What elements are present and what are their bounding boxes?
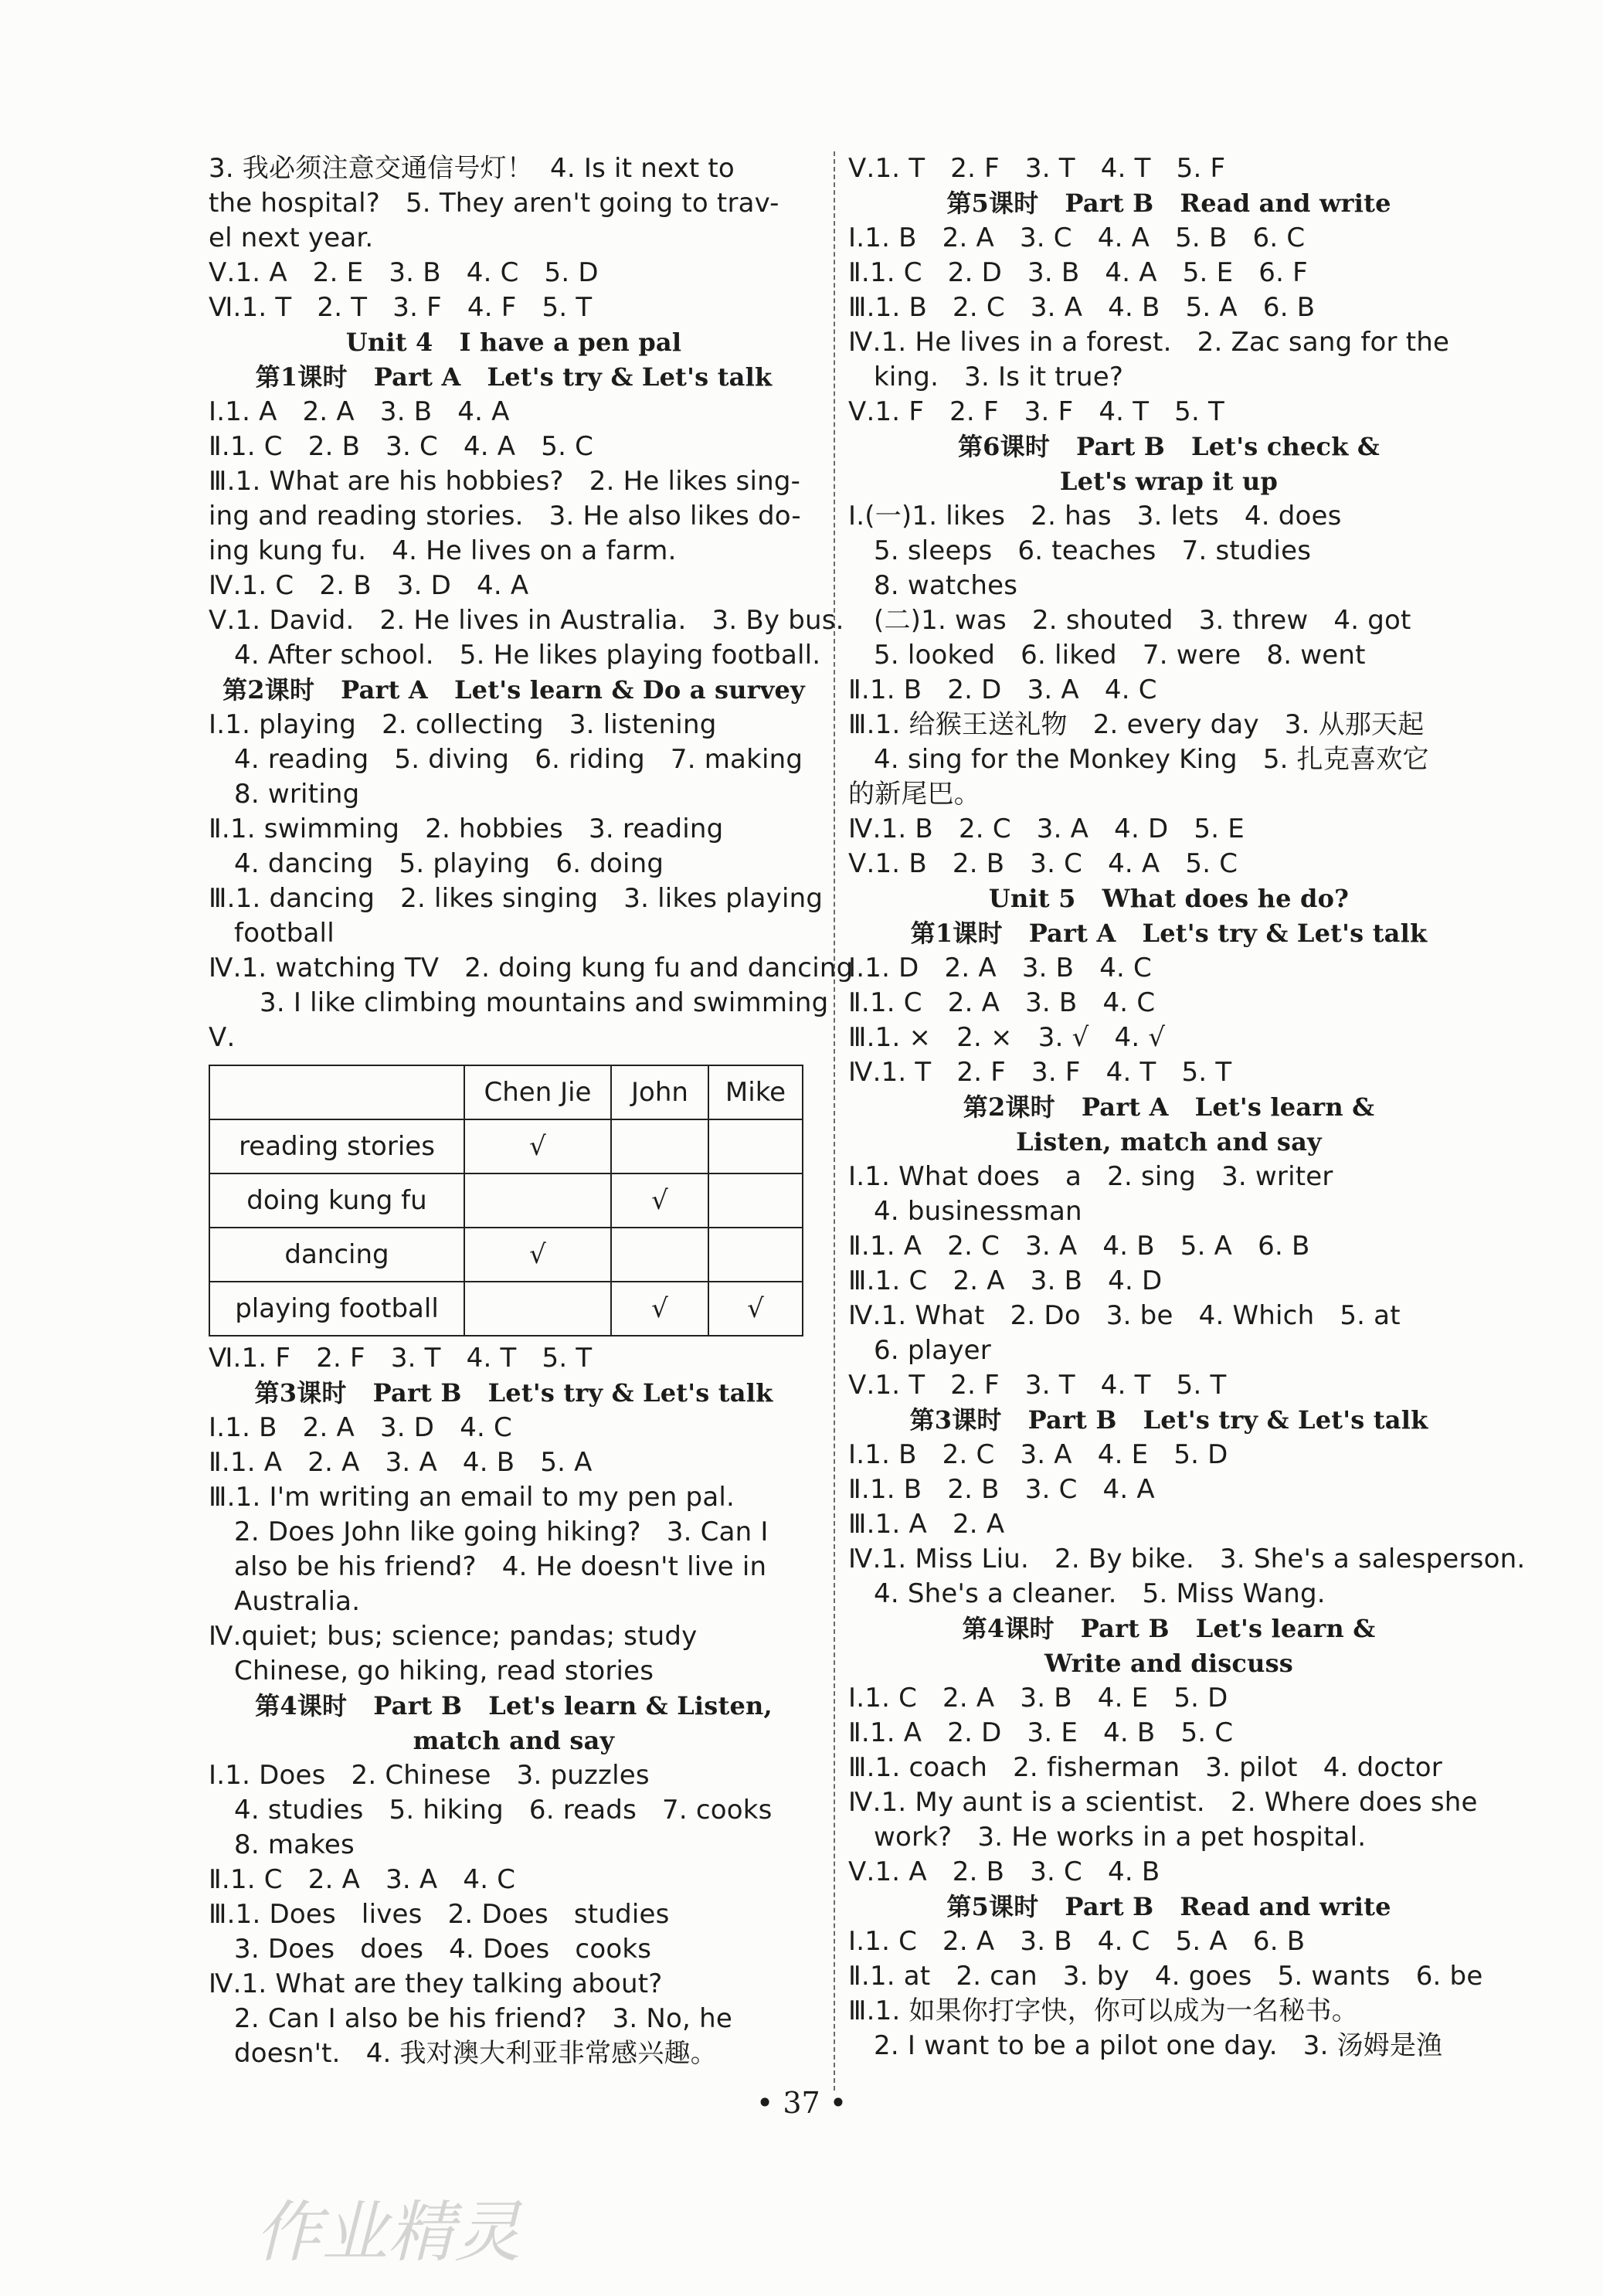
answer-line: Ⅴ.1. A 2. E 3. B 4. C 5. D	[209, 257, 599, 288]
table-row-label: doing kung fu	[209, 1173, 464, 1228]
answer-line: work? 3. He works in a pet hospital.	[848, 1822, 1367, 1853]
answer-line: Ⅱ.1. A 2. C 3. A 4. B 5. A 6. B	[848, 1231, 1310, 1262]
answer-line: 4. reading 5. diving 6. riding 7. making	[209, 744, 803, 775]
lesson-title: 第1课时 Part A Let's try & Let's talk	[255, 362, 773, 392]
answer-line: Ⅳ.quiet; bus; science; pandas; study	[209, 1621, 698, 1652]
answer-line: Ⅵ.1. F 2. F 3. T 4. T 5. T	[209, 1343, 593, 1374]
answer-line: 3. I like climbing mountains and swimming	[209, 987, 829, 1018]
answer-line: 3. Does does 4. Does cooks	[209, 1934, 652, 1965]
table-header-cell	[209, 1065, 464, 1119]
answer-line: 4. studies 5. hiking 6. reads 7. cooks	[209, 1795, 773, 1826]
watermark: 作业精灵	[255, 2194, 521, 2271]
answer-line: Ⅴ.1. T 2. F 3. T 4. T 5. T	[848, 1370, 1227, 1401]
answer-line: Chinese, go hiking, read stories	[209, 1656, 654, 1686]
table-cell	[708, 1173, 803, 1228]
answer-line: 3. 我必须注意交通信号灯！ 4. Is it next to	[209, 153, 735, 184]
answer-line: Ⅰ.1. D 2. A 3. B 4. C	[848, 953, 1152, 983]
answer-line: Ⅰ.1. B 2. A 3. D 4. C	[209, 1412, 512, 1443]
table-cell: √	[464, 1228, 611, 1282]
answer-line: 4. dancing 5. playing 6. doing	[209, 848, 664, 879]
answer-line: Ⅲ.1. coach 2. fisherman 3. pilot 4. doctor	[848, 1752, 1442, 1783]
answer-line: Ⅱ.1. C 2. B 3. C 4. A 5. C	[209, 431, 594, 462]
table-row	[209, 1173, 803, 1228]
table-cell: √	[611, 1282, 708, 1336]
answer-line: 4. sing for the Monkey King 5. 扎克喜欢它	[848, 744, 1429, 775]
answer-line: Ⅴ.1. T 2. F 3. T 4. T 5. F	[848, 153, 1226, 184]
table-cell: √	[611, 1173, 708, 1228]
answer-line: football	[209, 918, 335, 949]
answer-line: Ⅳ.1. He lives in a forest. 2. Zac sang for the	[848, 327, 1450, 358]
answer-line: 5. looked 6. liked 7. were 8. went	[848, 640, 1366, 671]
answer-line: Australia.	[209, 1586, 361, 1617]
answer-line: Ⅱ.1. B 2. B 3. C 4. A	[848, 1474, 1155, 1505]
answer-line: 5. sleeps 6. teaches 7. studies	[848, 535, 1312, 566]
unit-title: Unit 4 I have a pen pal	[345, 328, 682, 357]
lesson-title: 第4课时 Part B Let's learn &	[962, 1614, 1376, 1643]
table-header-cell: Chen Jie	[464, 1065, 611, 1119]
answer-line: Ⅲ.1. × 2. × 3. √ 4. √	[848, 1022, 1166, 1053]
table-cell	[611, 1228, 708, 1282]
answer-line: Ⅳ.1. T 2. F 3. F 4. T 5. T	[848, 1057, 1232, 1088]
answer-line: Ⅰ.1. B 2. C 3. A 4. E 5. D	[848, 1439, 1228, 1470]
answer-line: Ⅱ.1. C 2. D 3. B 4. A 5. E 6. F	[848, 257, 1308, 288]
survey-table	[209, 1065, 803, 1337]
answer-line: Ⅵ.1. T 2. T 3. F 4. F 5. T	[209, 292, 593, 323]
table-header-cell: John	[611, 1065, 708, 1119]
answer-line: Ⅲ.1. I'm writing an email to my pen pal.	[209, 1482, 735, 1513]
answer-line: Ⅲ.1. B 2. C 3. A 4. B 5. A 6. B	[848, 292, 1316, 323]
answer-line: Ⅰ.(一)1. likes 2. has 3. lets 4. does	[848, 501, 1342, 532]
lesson-title: 第6课时 Part B Let's check &	[957, 432, 1381, 461]
answer-line: Ⅲ.1. Does lives 2. Does studies	[209, 1899, 670, 1930]
lesson-title: 第5课时 Part B Read and write	[946, 1892, 1391, 1921]
answer-line: king. 3. Is it true?	[848, 362, 1124, 392]
answer-line: Ⅱ.1. at 2. can 3. by 4. goes 5. wants 6. be	[848, 1961, 1483, 1992]
answer-line: Ⅰ.1. What does a 2. sing 3. writer	[848, 1161, 1333, 1192]
answer-line: 4. She's a cleaner. 5. Miss Wang.	[848, 1578, 1326, 1609]
answer-line: Ⅰ.1. A 2. A 3. B 4. A	[209, 396, 510, 427]
page-number: • 37 •	[756, 2086, 847, 2120]
column-divider	[834, 151, 835, 2091]
answer-line: 4. After school. 5. He likes playing football.	[209, 640, 821, 671]
answer-line: Ⅲ.1. dancing 2. likes singing 3. likes playing	[209, 883, 824, 914]
answer-line: Ⅴ.1. F 2. F 3. F 4. T 5. T	[848, 396, 1225, 427]
answer-line: Ⅳ.1. My aunt is a scientist. 2. Where does she	[848, 1787, 1478, 1818]
answer-line: Ⅰ.1. B 2. A 3. C 4. A 5. B 6. C	[848, 222, 1306, 253]
lesson-title: 第3课时 Part B Let's try & Let's talk	[254, 1378, 773, 1408]
table-row	[209, 1119, 803, 1173]
table-cell	[708, 1228, 803, 1282]
answer-line: Ⅱ.1. C 2. A 3. A 4. C	[209, 1864, 516, 1895]
lesson-title-cont: Write and discuss	[1044, 1649, 1294, 1678]
lesson-title: 第1课时 Part A Let's try & Let's talk	[910, 919, 1428, 948]
answer-line: Ⅲ.1. A 2. A	[848, 1509, 1005, 1540]
lesson-title-cont: Let's wrap it up	[1059, 467, 1279, 496]
answer-line: the hospital? 5. They aren't going to trav-	[209, 188, 779, 219]
answer-line: Ⅱ.1. C 2. A 3. B 4. C	[848, 987, 1156, 1018]
answer-line: 的新尾巴。	[848, 779, 980, 810]
table-cell	[464, 1173, 611, 1228]
answer-line: doesn't. 4. 我对澳大利亚非常感兴趣。	[209, 2038, 717, 2069]
answer-line: Ⅱ.1. swimming 2. hobbies 3. reading	[209, 813, 724, 844]
lesson-title-cont: match and say	[413, 1726, 615, 1755]
answer-line: Ⅲ.1. What are his hobbies? 2. He likes sing-	[209, 466, 801, 497]
answer-line: Ⅲ.1. C 2. A 3. B 4. D	[848, 1265, 1163, 1296]
table-cell: √	[464, 1119, 611, 1173]
answer-line: 8. watches	[848, 570, 1018, 601]
lesson-title: 第4课时 Part B Let's learn & Listen,	[255, 1691, 773, 1720]
table-cell: √	[708, 1282, 803, 1336]
lesson-title: 第5课时 Part B Read and write	[946, 189, 1391, 218]
answer-line: Ⅴ.	[209, 1022, 236, 1053]
table-cell	[464, 1282, 611, 1336]
answer-line: Ⅴ.1. A 2. B 3. C 4. B	[848, 1856, 1160, 1887]
lesson-title: 第2课时 Part A Let's learn & Do a survey	[222, 675, 805, 705]
answer-line: Ⅱ.1. A 2. A 3. A 4. B 5. A	[209, 1447, 593, 1478]
answer-line: also be his friend? 4. He doesn't live in	[209, 1551, 767, 1582]
answer-line: Ⅳ.1. C 2. B 3. D 4. A	[209, 570, 529, 601]
table-header-row	[209, 1065, 803, 1119]
answer-line: Ⅴ.1. B 2. B 3. C 4. A 5. C	[848, 848, 1238, 879]
answer-line: 4. businessman	[848, 1196, 1082, 1227]
answer-line: Ⅲ.1. 如果你打字快，你可以成为一名秘书。	[848, 1995, 1358, 2026]
right-column	[848, 151, 1526, 2063]
answer-line: Ⅳ.1. What 2. Do 3. be 4. Which 5. at	[848, 1300, 1401, 1331]
answer-line: 2. Can I also be his friend? 3. No, he	[209, 2003, 732, 2034]
table-row	[209, 1228, 803, 1282]
answer-line: 8. makes	[209, 1829, 355, 1860]
answer-line: 6. player	[848, 1335, 991, 1366]
answer-line: Ⅰ.1. playing 2. collecting 3. listening	[209, 709, 717, 740]
answer-line: Ⅰ.1. C 2. A 3. B 4. C 5. A 6. B	[848, 1926, 1306, 1957]
answer-line: 8. writing	[209, 779, 360, 810]
answer-line: Ⅳ.1. What are they talking about?	[209, 1968, 663, 1999]
table-cell	[611, 1119, 708, 1173]
lesson-title: 第3课时 Part B Let's try & Let's talk	[909, 1405, 1428, 1435]
answer-line: Ⅳ.1. B 2. C 3. A 4. D 5. E	[848, 813, 1245, 844]
table-row-label: reading stories	[209, 1119, 464, 1173]
left-column	[209, 151, 854, 2071]
table-row	[209, 1282, 803, 1336]
answer-line: Ⅱ.1. B 2. D 3. A 4. C	[848, 674, 1157, 705]
answer-line: ing kung fu. 4. He lives on a farm.	[209, 535, 677, 566]
lesson-title-cont: Listen, match and say	[1016, 1127, 1322, 1156]
table-header-cell: Mike	[708, 1065, 803, 1119]
answer-line: ing and reading stories. 3. He also likes do-	[209, 501, 801, 532]
answer-line: Ⅲ.1. 给猴王送礼物 2. every day 3. 从那天起	[848, 709, 1425, 740]
answer-line: 2. Does John like going hiking? 3. Can I	[209, 1517, 769, 1547]
answer-line: Ⅰ.1. C 2. A 3. B 4. E 5. D	[848, 1683, 1228, 1714]
answer-line: (二)1. was 2. shouted 3. threw 4. got	[848, 605, 1411, 636]
answer-line: Ⅳ.1. watching TV 2. doing kung fu and dancing	[209, 953, 854, 983]
table-cell	[708, 1119, 803, 1173]
lesson-title: 第2课时 Part A Let's learn &	[963, 1092, 1375, 1122]
answer-line: Ⅱ.1. A 2. D 3. E 4. B 5. C	[848, 1717, 1234, 1748]
answer-line: Ⅰ.1. Does 2. Chinese 3. puzzles	[209, 1760, 650, 1791]
answer-line: 2. I want to be a pilot one day. 3. 汤姆是渔	[848, 2030, 1443, 2061]
unit-title: Unit 5 What does he do?	[988, 884, 1350, 913]
answer-line: el next year.	[209, 222, 374, 253]
table-row-label: playing football	[209, 1282, 464, 1336]
table-row-label: dancing	[209, 1228, 464, 1282]
answer-line: Ⅳ.1. Miss Liu. 2. By bike. 3. She's a salesperson.	[848, 1544, 1526, 1574]
answer-line: Ⅴ.1. David. 2. He lives in Australia. 3. By bus.	[209, 605, 844, 636]
